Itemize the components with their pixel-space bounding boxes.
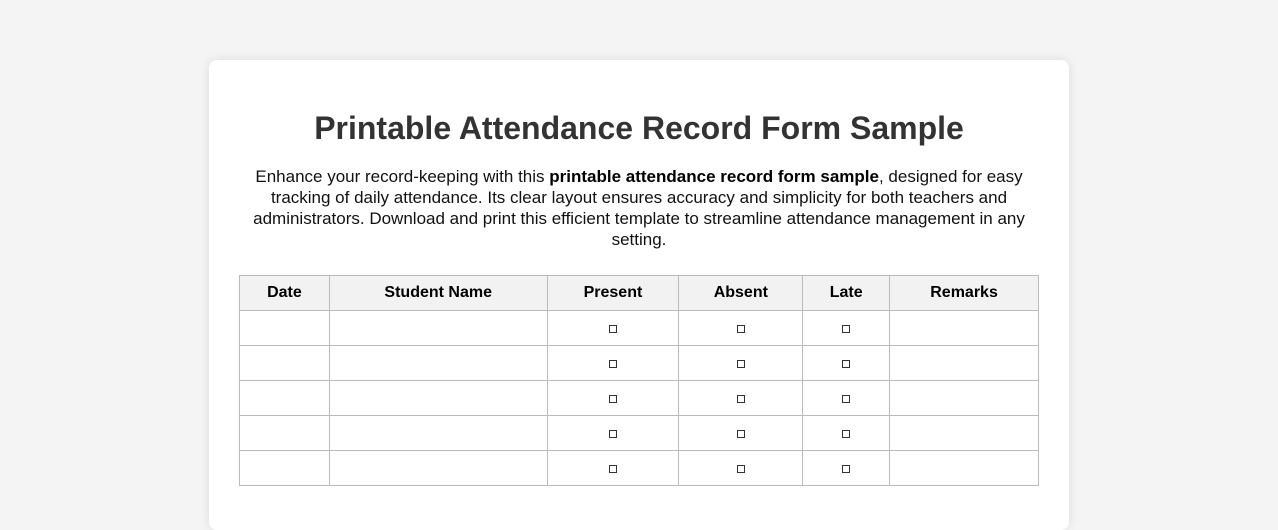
- table-row: [240, 381, 1039, 416]
- checkbox-empty-icon[interactable]: [842, 360, 850, 368]
- header-absent: Absent: [679, 276, 803, 311]
- checkbox-empty-icon[interactable]: [842, 430, 850, 438]
- checkbox-empty-icon[interactable]: [737, 395, 745, 403]
- cell-remarks[interactable]: [890, 451, 1039, 486]
- cell-late: [803, 381, 890, 416]
- cell-remarks[interactable]: [890, 311, 1039, 346]
- cell-date[interactable]: [240, 451, 330, 486]
- table-header-row: [240, 276, 1039, 311]
- table-row: [240, 416, 1039, 451]
- cell-late: [803, 416, 890, 451]
- cell-present: [547, 346, 679, 381]
- intro-paragraph: [239, 166, 1039, 250]
- cell-absent: [679, 416, 803, 451]
- cell-late: [803, 346, 890, 381]
- intro-text-before: Enhance your record-keeping with this: [255, 167, 550, 186]
- cell-late: [803, 451, 890, 486]
- cell-date[interactable]: [240, 346, 330, 381]
- cell-absent: [679, 346, 803, 381]
- header-present: Present: [547, 276, 679, 311]
- cell-present: [547, 381, 679, 416]
- checkbox-empty-icon[interactable]: [842, 465, 850, 473]
- checkbox-empty-icon[interactable]: [737, 360, 745, 368]
- cell-remarks[interactable]: [890, 416, 1039, 451]
- cell-student-name[interactable]: [329, 416, 547, 451]
- document-card: [209, 60, 1069, 530]
- cell-date[interactable]: [240, 311, 330, 346]
- checkbox-empty-icon[interactable]: [737, 465, 745, 473]
- cell-student-name[interactable]: [329, 346, 547, 381]
- checkbox-empty-icon[interactable]: [737, 430, 745, 438]
- checkbox-empty-icon[interactable]: [609, 430, 617, 438]
- header-late: Late: [803, 276, 890, 311]
- table-row: [240, 451, 1039, 486]
- table-row: [240, 311, 1039, 346]
- attendance-table: [239, 275, 1039, 486]
- cell-present: [547, 416, 679, 451]
- checkbox-empty-icon[interactable]: [609, 465, 617, 473]
- cell-absent: [679, 451, 803, 486]
- cell-absent: [679, 311, 803, 346]
- cell-student-name[interactable]: [329, 381, 547, 416]
- cell-present: [547, 451, 679, 486]
- checkbox-empty-icon[interactable]: [609, 325, 617, 333]
- cell-remarks[interactable]: [890, 346, 1039, 381]
- checkbox-empty-icon[interactable]: [842, 395, 850, 403]
- header-date: Date: [240, 276, 330, 311]
- cell-student-name[interactable]: [329, 451, 547, 486]
- cell-date[interactable]: [240, 416, 330, 451]
- checkbox-empty-icon[interactable]: [737, 325, 745, 333]
- page-title: Printable Attendance Record Form Sample: [314, 110, 964, 146]
- cell-late: [803, 311, 890, 346]
- cell-present: [547, 311, 679, 346]
- cell-date[interactable]: [240, 381, 330, 416]
- checkbox-empty-icon[interactable]: [609, 360, 617, 368]
- header-remarks: Remarks: [890, 276, 1039, 311]
- checkbox-empty-icon[interactable]: [609, 395, 617, 403]
- cell-remarks[interactable]: [890, 381, 1039, 416]
- checkbox-empty-icon[interactable]: [842, 325, 850, 333]
- header-student-name: Student Name: [329, 276, 547, 311]
- table-row: [240, 346, 1039, 381]
- intro-text-bold: printable attendance record form sample: [549, 167, 879, 186]
- intro-text-after: , designed for easy tracking of daily attendance. Its clear layout ensures accuracy and simplicity for both teachers and administrators. Download and print this efficient template to streamline attendance management in any setting.: [253, 167, 1025, 249]
- cell-student-name[interactable]: [329, 311, 547, 346]
- cell-absent: [679, 381, 803, 416]
